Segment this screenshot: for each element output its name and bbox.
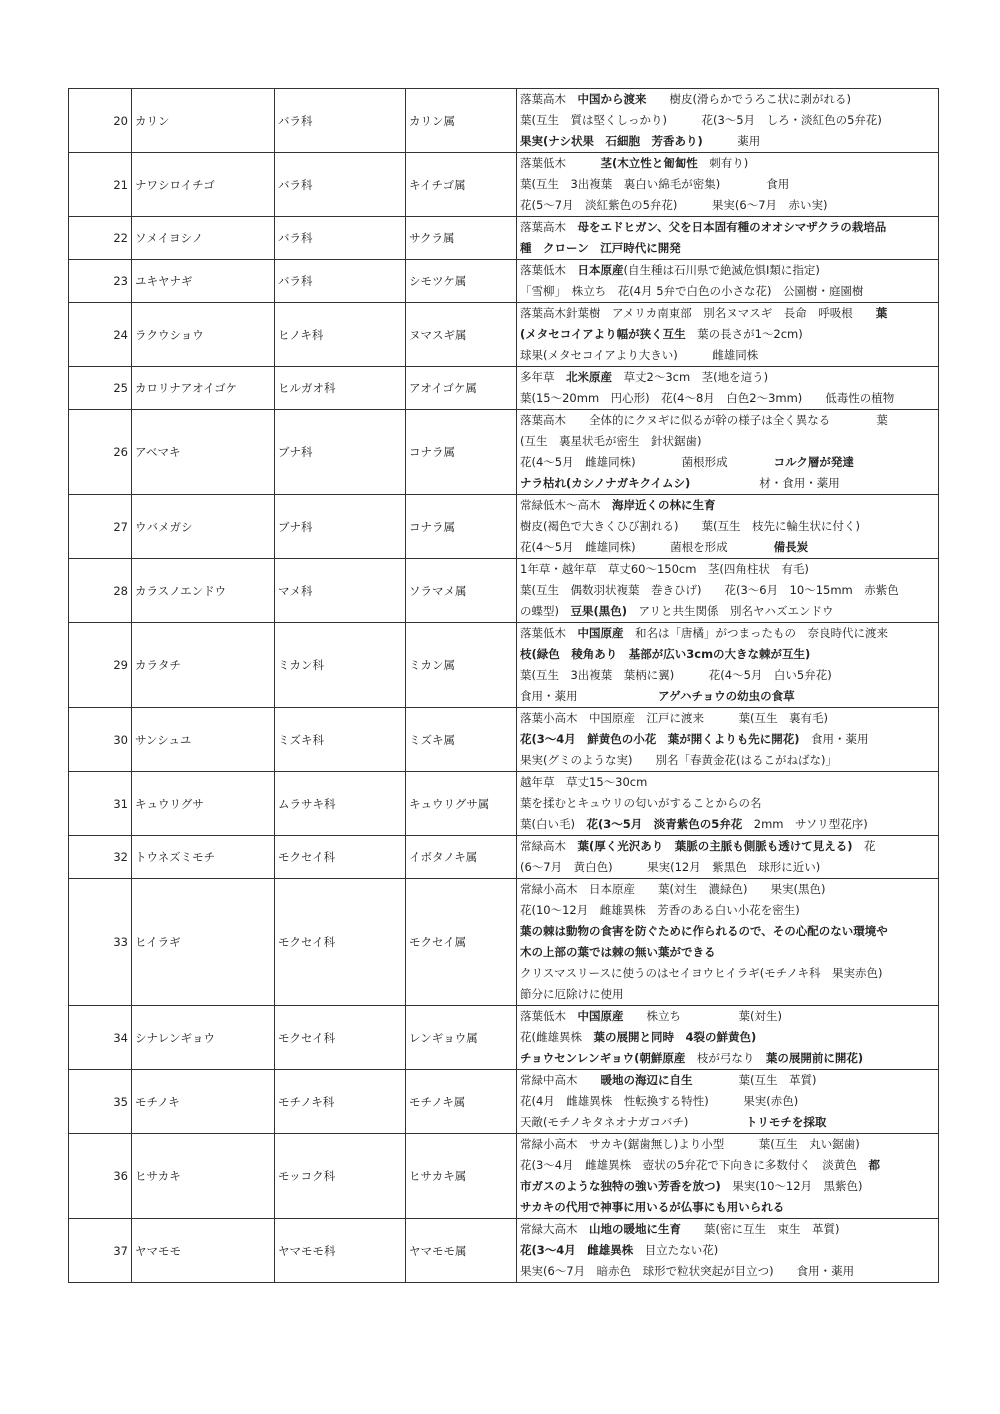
description-text: 食用・薬用 <box>520 689 658 703</box>
plant-genus: コナラ属 <box>406 410 517 495</box>
table-row <box>69 836 939 879</box>
row-number: 31 <box>69 772 132 836</box>
description-text: 枝が弓なり <box>685 1051 766 1065</box>
plant-genus: ミカン属 <box>406 623 517 708</box>
plant-name: モチノキ <box>132 1070 275 1134</box>
description-line <box>520 1261 935 1282</box>
description-text: 果実(6～7月 暗赤色 球形で粒状突起が目立つ) 食用・薬用 <box>520 1264 855 1278</box>
description-text: 花(4月 雌雄異株 性転換する特性) 果実(赤色) <box>520 1094 799 1108</box>
row-number: 35 <box>69 1070 132 1134</box>
description-text: 葉(互生 革質) <box>692 1073 817 1087</box>
plant-name: シナレンギョウ <box>132 1006 275 1070</box>
description-line <box>520 131 935 152</box>
table-row <box>69 367 939 410</box>
description-text: 落葉高木 <box>520 220 578 234</box>
description-text: 越年草 草丈15～30cm <box>520 775 648 789</box>
plant-genus: モチノキ属 <box>406 1070 517 1134</box>
description-line <box>520 174 935 195</box>
plant-name: ヒイラギ <box>132 879 275 1006</box>
plant-description <box>517 772 939 836</box>
plant-table-body <box>69 89 939 1283</box>
description-text-bold: チョウセンレンギョウ(朝鮮原産 <box>520 1051 686 1065</box>
description-text-bold: サカキの代用で神事に用いるが仏事にも用いられる <box>520 1200 785 1214</box>
description-text-bold: 山地の暖地に生育 <box>589 1222 681 1236</box>
plant-description <box>517 1219 939 1283</box>
description-line <box>520 516 935 537</box>
plant-name: ナワシロイチゴ <box>132 153 275 217</box>
description-line <box>520 217 935 238</box>
description-text-bold: 果実(ナシ状果 石細胞 芳香あり) <box>520 134 703 148</box>
table-row <box>69 89 939 153</box>
plant-name: ユキヤナギ <box>132 260 275 303</box>
row-number: 34 <box>69 1006 132 1070</box>
description-text-bold: アゲハチョウの幼虫の食草 <box>658 689 795 703</box>
plant-family: バラ科 <box>275 89 406 153</box>
description-line <box>520 537 935 558</box>
description-text-bold: 葉の展開と同時 4裂の鮮黄色) <box>593 1030 757 1044</box>
description-line <box>520 580 935 601</box>
description-line <box>520 410 935 431</box>
description-text: 常緑大高木 <box>520 1222 589 1236</box>
description-line <box>520 153 935 174</box>
description-text: 葉の長さが1～2cm) <box>685 327 803 341</box>
description-text: 花 <box>852 839 876 853</box>
description-text-bold: 都 <box>868 1158 880 1172</box>
description-line <box>520 793 935 814</box>
description-line <box>520 921 935 942</box>
description-line <box>520 195 935 216</box>
table-row <box>69 1006 939 1070</box>
description-line <box>520 750 935 771</box>
description-text: (6～7月 黄白色) 果実(12月 紫黒色 球形に近い) <box>520 860 821 874</box>
plant-family: バラ科 <box>275 217 406 260</box>
description-line <box>520 1155 935 1176</box>
description-line <box>520 963 935 984</box>
description-text-bold: 葉の展開前に開花) <box>765 1051 864 1065</box>
description-line <box>520 984 935 1005</box>
description-text: 多年草 <box>520 370 566 384</box>
description-text: 球果(メタセコイアより大きい) 雌雄同株 <box>520 348 759 362</box>
row-number: 23 <box>69 260 132 303</box>
description-text: 刺有り) <box>697 156 749 170</box>
description-text: 食用・薬用 <box>799 732 869 746</box>
plant-name: カラスノエンドウ <box>132 559 275 623</box>
plant-name: サンシュユ <box>132 708 275 772</box>
table-row <box>69 260 939 303</box>
plant-family: ブナ科 <box>275 410 406 495</box>
description-text: 花(4～5月 雌雄同株) 菌根形成 <box>520 455 774 469</box>
table-row <box>69 879 939 1006</box>
description-text: 和名は「唐橘」がつまったもの 奈良時代に渡来 <box>623 626 888 640</box>
row-number: 22 <box>69 217 132 260</box>
description-line <box>520 559 935 580</box>
description-text: 薬用 <box>702 134 761 148</box>
description-line <box>520 367 935 388</box>
row-number: 24 <box>69 303 132 367</box>
description-line <box>520 814 935 835</box>
plant-description <box>517 879 939 1006</box>
description-line <box>520 431 935 452</box>
plant-description <box>517 623 939 708</box>
row-number: 20 <box>69 89 132 153</box>
plant-table <box>68 88 939 1283</box>
plant-name: カリン <box>132 89 275 153</box>
plant-genus: コナラ属 <box>406 495 517 559</box>
table-row <box>69 772 939 836</box>
plant-name: カラタチ <box>132 623 275 708</box>
description-text: 落葉低木 <box>520 156 601 170</box>
plant-family: モチノキ科 <box>275 1070 406 1134</box>
description-text-bold: (メタセコイアより幅が狭く互生 <box>520 327 686 341</box>
description-line <box>520 900 935 921</box>
description-line <box>520 345 935 366</box>
description-line <box>520 388 935 409</box>
plant-name: アベマキ <box>132 410 275 495</box>
description-line <box>520 708 935 729</box>
plant-genus: キュウリグサ属 <box>406 772 517 836</box>
plant-name: カロリナアオイゴケ <box>132 367 275 410</box>
description-line <box>520 686 935 707</box>
plant-description <box>517 367 939 410</box>
description-text: 花(雌雄異株 <box>520 1030 594 1044</box>
description-text: 樹皮(滑らかでうろこ状に剥がれる) <box>646 92 851 106</box>
description-line <box>520 1048 935 1069</box>
plant-description <box>517 303 939 367</box>
description-text: 常緑高木 <box>520 839 578 853</box>
table-row <box>69 1070 939 1134</box>
description-text-bold: 種 クローン 江戸時代に開発 <box>520 241 681 255</box>
description-text-bold: 中国原産 <box>577 1009 624 1023</box>
plant-genus: ミズキ属 <box>406 708 517 772</box>
plant-description <box>517 495 939 559</box>
description-text: 材・食用・薬用 <box>690 476 840 490</box>
description-line <box>520 1006 935 1027</box>
description-line <box>520 1070 935 1091</box>
plant-family: ヤマモモ科 <box>275 1219 406 1283</box>
description-line <box>520 89 935 110</box>
row-number: 29 <box>69 623 132 708</box>
table-row <box>69 217 939 260</box>
plant-genus: サクラ属 <box>406 217 517 260</box>
description-line <box>520 1197 935 1218</box>
description-text-bold: 備長炭 <box>773 540 809 554</box>
description-text: 落葉低木 <box>520 626 578 640</box>
description-text: 花(4～5月 雌雄同株) 菌根を形成 <box>520 540 774 554</box>
description-line <box>520 942 935 963</box>
description-text: 落葉高木 全体的にクヌギに似るが幹の様子は全く異なる 葉 <box>520 413 888 427</box>
description-text: 葉(15～20mm 円心形) 花(4～8月 白色2～3mm) 低毒性の植物 <box>520 391 895 405</box>
plant-description <box>517 1134 939 1219</box>
description-line <box>520 238 935 259</box>
plant-genus: ソラマメ属 <box>406 559 517 623</box>
plant-description <box>517 153 939 217</box>
description-line <box>520 601 935 622</box>
description-text: 株立ち 葉(対生) <box>623 1009 782 1023</box>
plant-name: ラクウショウ <box>132 303 275 367</box>
description-text-bold: 市ガスのような独特の強い芳香を放つ) <box>520 1179 721 1193</box>
description-text: 落葉小高木 中国原産 江戸に渡来 葉(互生 裏有毛) <box>520 711 828 725</box>
description-text-bold: コルク層が発達 <box>773 455 854 469</box>
plant-family: モクセイ科 <box>275 879 406 1006</box>
plant-description <box>517 1070 939 1134</box>
description-text: 葉(互生 3出複葉 葉柄に翼) 花(4～5月 白い5弁花) <box>520 668 832 682</box>
plant-family: バラ科 <box>275 153 406 217</box>
row-number: 27 <box>69 495 132 559</box>
description-text: 果実(10～12月 黒紫色) <box>720 1179 863 1193</box>
description-line <box>520 110 935 131</box>
description-text: 落葉低木 <box>520 263 578 277</box>
description-text-bold: 木の上部の葉では棘の無い葉ができる <box>520 945 716 959</box>
plant-name: キュウリグサ <box>132 772 275 836</box>
description-text: 葉を揉むとキュウリの匂いがすることからの名 <box>520 796 762 810</box>
description-text-bold: 中国から渡来 <box>577 92 647 106</box>
plant-family: ムラサキ科 <box>275 772 406 836</box>
description-text-bold: 中国原産 <box>577 626 624 640</box>
description-text-bold: トリモチを採取 <box>745 1115 827 1129</box>
description-text-bold: 豆果(黒色) <box>570 604 628 618</box>
description-text-bold: 茎(木立性と匍匐性 <box>600 156 698 170</box>
description-text-bold: ナラ枯れ(カシノナガキクイムシ) <box>520 476 691 490</box>
description-text-bold: 葉の棘は動物の食害を防ぐために作られるので、その心配のない環境や <box>520 924 888 938</box>
description-line <box>520 1134 935 1155</box>
description-text: 葉(密に互生 束生 革質) <box>681 1222 840 1236</box>
description-text: 花(5～7月 淡紅紫色の5弁花) 果実(6～7月 赤い実) <box>520 198 828 212</box>
description-text: 「雪柳」 株立ち 花(4月 5弁で白色の小さな花) 公園樹・庭園樹 <box>520 284 864 298</box>
table-row <box>69 623 939 708</box>
table-row <box>69 559 939 623</box>
row-number: 36 <box>69 1134 132 1219</box>
description-text-bold: 葉(厚く光沢あり 葉脈の主脈も側脈も透けて見える) <box>577 839 853 853</box>
description-line <box>520 495 935 516</box>
description-text: 果実(グミのような実) 別名「春黄金花(はるこがねばな)」 <box>520 753 837 767</box>
description-text-bold: 日本原産 <box>577 263 624 277</box>
description-line <box>520 1091 935 1112</box>
plant-name: ヤマモモ <box>132 1219 275 1283</box>
description-line <box>520 324 935 345</box>
table-row <box>69 495 939 559</box>
description-text: 天敵(モチノキタネオナガコバチ) <box>520 1115 746 1129</box>
table-row <box>69 1219 939 1283</box>
description-text: 葉(白い毛) <box>520 817 587 831</box>
plant-name: ヒサカキ <box>132 1134 275 1219</box>
description-text: 花(3～4月 雌雄異株 壺状の5弁花で下向きに多数付く 淡黄色 <box>520 1158 869 1172</box>
plant-family: ヒルガオ科 <box>275 367 406 410</box>
description-line <box>520 665 935 686</box>
plant-family: バラ科 <box>275 260 406 303</box>
description-line <box>520 1219 935 1240</box>
description-text: 花(10～12月 雌雄異株 芳香のある白い小花を密生) <box>520 903 800 917</box>
description-line <box>520 303 935 324</box>
description-text: 落葉高木 <box>520 92 578 106</box>
description-text-bold: 枝(緑色 稜角あり 基部が広い3cmの大きな棘が互生) <box>520 647 811 661</box>
plant-description <box>517 410 939 495</box>
description-text-bold: 花(3～4月 鮮黄色の小花 葉が開くよりも先に開花) <box>520 732 800 746</box>
description-line <box>520 260 935 281</box>
plant-genus: シモツケ属 <box>406 260 517 303</box>
description-line <box>520 857 935 878</box>
plant-name: ウバメガシ <box>132 495 275 559</box>
row-number: 32 <box>69 836 132 879</box>
plant-genus: ヒサカキ属 <box>406 1134 517 1219</box>
description-text: 常緑小高木 日本原産 葉(対生 濃緑色) 果実(黒色) <box>520 882 826 896</box>
plant-description <box>517 217 939 260</box>
description-line <box>520 623 935 644</box>
plant-family: ミズキ科 <box>275 708 406 772</box>
description-text-bold: 花(3～4月 雌雄異株 <box>520 1243 634 1257</box>
table-row <box>69 1134 939 1219</box>
plant-family: モッコク科 <box>275 1134 406 1219</box>
table-row <box>69 410 939 495</box>
plant-family: マメ科 <box>275 559 406 623</box>
plant-family: モクセイ科 <box>275 1006 406 1070</box>
plant-description <box>517 1006 939 1070</box>
plant-genus: ヤマモモ属 <box>406 1219 517 1283</box>
description-text: 2mm サソリ型花序) <box>742 817 868 831</box>
description-text-bold: 海岸近くの林に生育 <box>612 498 716 512</box>
description-line <box>520 644 935 665</box>
plant-description <box>517 559 939 623</box>
description-text-bold: 葉 <box>875 306 888 320</box>
description-text: クリスマスリースに使うのはセイヨウヒイラギ(モチノキ科 果実赤色) <box>520 966 883 980</box>
description-line <box>520 281 935 302</box>
description-text-bold: 母をエドヒガン、父を日本固有種のオオシマザクラの栽培品 <box>577 220 887 234</box>
row-number: 30 <box>69 708 132 772</box>
plant-family: モクセイ科 <box>275 836 406 879</box>
row-number: 33 <box>69 879 132 1006</box>
description-line <box>520 473 935 494</box>
description-text: 樹皮(褐色で大きくひび割れる) 葉(互生 枝先に輪生状に付く) <box>520 519 860 533</box>
description-text: 1年草・越年草 草丈60～150cm 茎(四角柱状 有毛) <box>520 562 809 576</box>
plant-genus: カリン属 <box>406 89 517 153</box>
plant-family: ヒノキ科 <box>275 303 406 367</box>
description-text: 葉(互生 質は堅くしっかり) 花(3～5月 しろ・淡紅色の5弁花) <box>520 113 882 127</box>
description-text: 葉(互生 偶数羽状複葉 巻きひげ) 花(3～6月 10～15mm 赤紫色 <box>520 583 899 597</box>
row-number: 26 <box>69 410 132 495</box>
plant-name: トウネズミモチ <box>132 836 275 879</box>
plant-genus: ヌマスギ属 <box>406 303 517 367</box>
row-number: 28 <box>69 559 132 623</box>
table-row <box>69 708 939 772</box>
description-text: 葉(互生 3出複葉 裏白い綿毛が密集) 食用 <box>520 177 790 191</box>
plant-family: ブナ科 <box>275 495 406 559</box>
table-row <box>69 303 939 367</box>
plant-description <box>517 89 939 153</box>
description-text: 草丈2～3cm 茎(地を這う) <box>612 370 769 384</box>
description-text: (互生 裏星状毛が密生 針状鋸歯) <box>520 434 702 448</box>
description-line <box>520 1240 935 1261</box>
plant-genus: モクセイ属 <box>406 879 517 1006</box>
plant-genus: アオイゴケ属 <box>406 367 517 410</box>
description-text: 節分に厄除けに使用 <box>520 987 624 1001</box>
row-number: 21 <box>69 153 132 217</box>
description-line <box>520 1176 935 1197</box>
plant-genus: キイチゴ属 <box>406 153 517 217</box>
description-text: 常緑小高木 サカキ(鋸歯無し)より小型 葉(互生 丸い鋸歯) <box>520 1137 860 1151</box>
description-text-bold: 花(3～5月 淡青紫色の5弁花 <box>586 817 743 831</box>
description-text: アリと共生関係 別名ヤハズエンドウ <box>627 604 834 618</box>
description-line <box>520 729 935 750</box>
description-text: 落葉低木 <box>520 1009 578 1023</box>
plant-family: ミカン科 <box>275 623 406 708</box>
description-line <box>520 836 935 857</box>
plant-description <box>517 260 939 303</box>
description-line <box>520 772 935 793</box>
description-text: 常緑低木～高木 <box>520 498 612 512</box>
row-number: 37 <box>69 1219 132 1283</box>
plant-genus: レンギョウ属 <box>406 1006 517 1070</box>
plant-name: ソメイヨシノ <box>132 217 275 260</box>
description-line <box>520 1027 935 1048</box>
description-line <box>520 1112 935 1133</box>
row-number: 25 <box>69 367 132 410</box>
plant-genus: イボタノキ属 <box>406 836 517 879</box>
plant-description <box>517 708 939 772</box>
description-text: 落葉高木針葉樹 アメリカ南東部 別名ヌマスギ 長命 呼吸根 <box>520 306 876 320</box>
plant-description <box>517 836 939 879</box>
description-text: 目立たない花) <box>633 1243 719 1257</box>
description-text: 常緑中高木 <box>520 1073 601 1087</box>
description-text: (自生種は石川県で絶滅危惧Ⅰ類に指定) <box>623 263 820 277</box>
description-text-bold: 暖地の海辺に自生 <box>600 1073 693 1087</box>
description-line <box>520 452 935 473</box>
table-row <box>69 153 939 217</box>
description-text: の蝶型) <box>520 604 571 618</box>
description-text-bold: 北米原産 <box>566 370 612 384</box>
description-line <box>520 879 935 900</box>
